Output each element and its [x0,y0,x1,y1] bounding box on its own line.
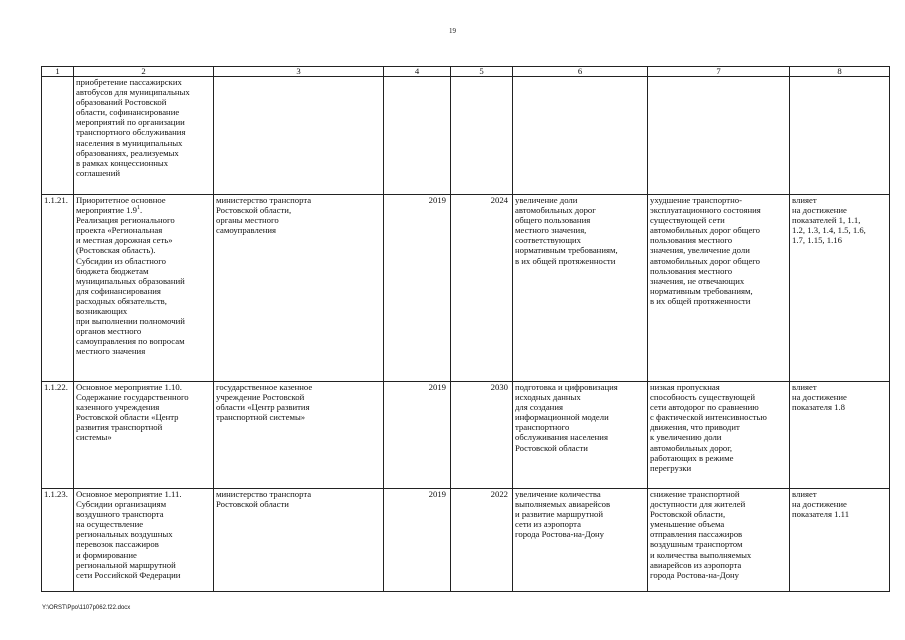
row-number-cell: 1.1.23. [42,489,74,592]
measure-name-cell: Основное мероприятие 1.10. Содержание государственного казенного учреждения Ростовской области «Центр развития транспортной системы» [74,382,214,489]
start-year-cell: 2019 [384,382,451,489]
page-number: 19 [449,27,456,35]
end-year-cell: 2030 [451,382,513,489]
start-year-cell: 2019 [384,489,451,592]
column-number-header-row [42,67,890,77]
expected-result-cell: увеличение количества выполняемых авиарейсов и развитие маршрутной сети из аэропорта города Ростова-на-Дону [513,489,648,592]
indicator-link-cell: влияет на достижение показателей 1, 1.1, 1.2, 1.3, 1.4, 1.5, 1.6, 1.7, 1.15, 1.16 [790,195,890,382]
row-number-cell [42,77,74,195]
end-year-cell: 2022 [451,489,513,592]
table-row [42,195,890,382]
executor-cell: государственное казенное учреждение Ростовской области «Центр развития транспортной системы» [214,382,384,489]
table-row [42,77,890,195]
measure-name-text: Приоритетное основное мероприятие 1.9 [76,195,166,216]
start-year-cell: 2019 [384,195,451,382]
document-file-path: Y:\ORST\Ppo\1107p062.f22.docx [42,605,131,611]
column-number: 4 [384,67,451,77]
measure-name-text-rest: . Реализация регионального проекта «Региональная и местная дорожная сеть» (Ростовская область). Субсидии из областного бюджета бюджетам муниципальных образований для софинансирования расходных обязательств, возникающих при выполнении полномочий органов местного самоуправления по вопросам местного значения [76,205,185,357]
indicator-link-cell: влияет на достижение показателя 1.8 [790,382,890,489]
expected-result-cell: подготовка и цифровизация исходных данных для создания информационной модели транспортного обслуживания населения Ростовской области [513,382,648,489]
row-number-cell: 1.1.21. [42,195,74,382]
measure-name-cell: приобретение пассажирских автобусов для муниципальных образований Ростовской области, софинансирование мероприятий по организации транспортного обслуживания населения в муниципальных образованиях, реализуемых в рамках концессионных соглашений [74,77,214,195]
consequence-cell: ухудшение транспортно- эксплуатационного состояния существующей сети автомобильных дорог общего пользования местного значения, увеличение доли автомобильных дорог общего пользования местного значения, не отвечающих нормативным требованиям, в их общей протяженности [648,195,790,382]
end-year-cell [451,77,513,195]
consequence-cell: низкая пропускная способность существующей сети автодорог по сравнению с фактической интенсивностью движения, что приводит к увеличению доли автомобильных дорог, работающих в режиме перегрузки [648,382,790,489]
column-number: 2 [74,67,214,77]
end-year-cell: 2024 [451,195,513,382]
column-number: 3 [214,67,384,77]
footnote-marker: 1 [137,205,141,212]
indicator-link-cell: влияет на достижение показателя 1.11 [790,489,890,592]
consequence-cell: снижение транспортной доступности для жителей Ростовской области, уменьшение объема отправления пассажиров воздушным транспортом и количества выполняемых авиарейсов из аэропорта города Ростова-на-Дону [648,489,790,592]
start-year-cell [384,77,451,195]
executor-cell: министерство транспорта Ростовской области [214,489,384,592]
table-row [42,382,890,489]
executor-cell: министерство транспорта Ростовской области, органы местного самоуправления [214,195,384,382]
column-number: 1 [42,67,74,77]
program-measures-table [41,66,890,592]
measure-name-cell [74,195,214,382]
expected-result-cell: увеличение доли автомобильных дорог общего пользования местного значения, соответствующих нормативным требованиям, в их общей протяженности [513,195,648,382]
column-number: 7 [648,67,790,77]
executor-cell [214,77,384,195]
row-number-cell: 1.1.22. [42,382,74,489]
consequence-cell [648,77,790,195]
column-number: 8 [790,67,890,77]
table-row [42,489,890,592]
column-number: 5 [451,67,513,77]
expected-result-cell [513,77,648,195]
indicator-link-cell [790,77,890,195]
measure-name-cell: Основное мероприятие 1.11. Субсидии организациям воздушного транспорта на осуществление региональных воздушных перевозок пассажиров и формирование региональной маршрутной сети Российской Федерации [74,489,214,592]
column-number: 6 [513,67,648,77]
